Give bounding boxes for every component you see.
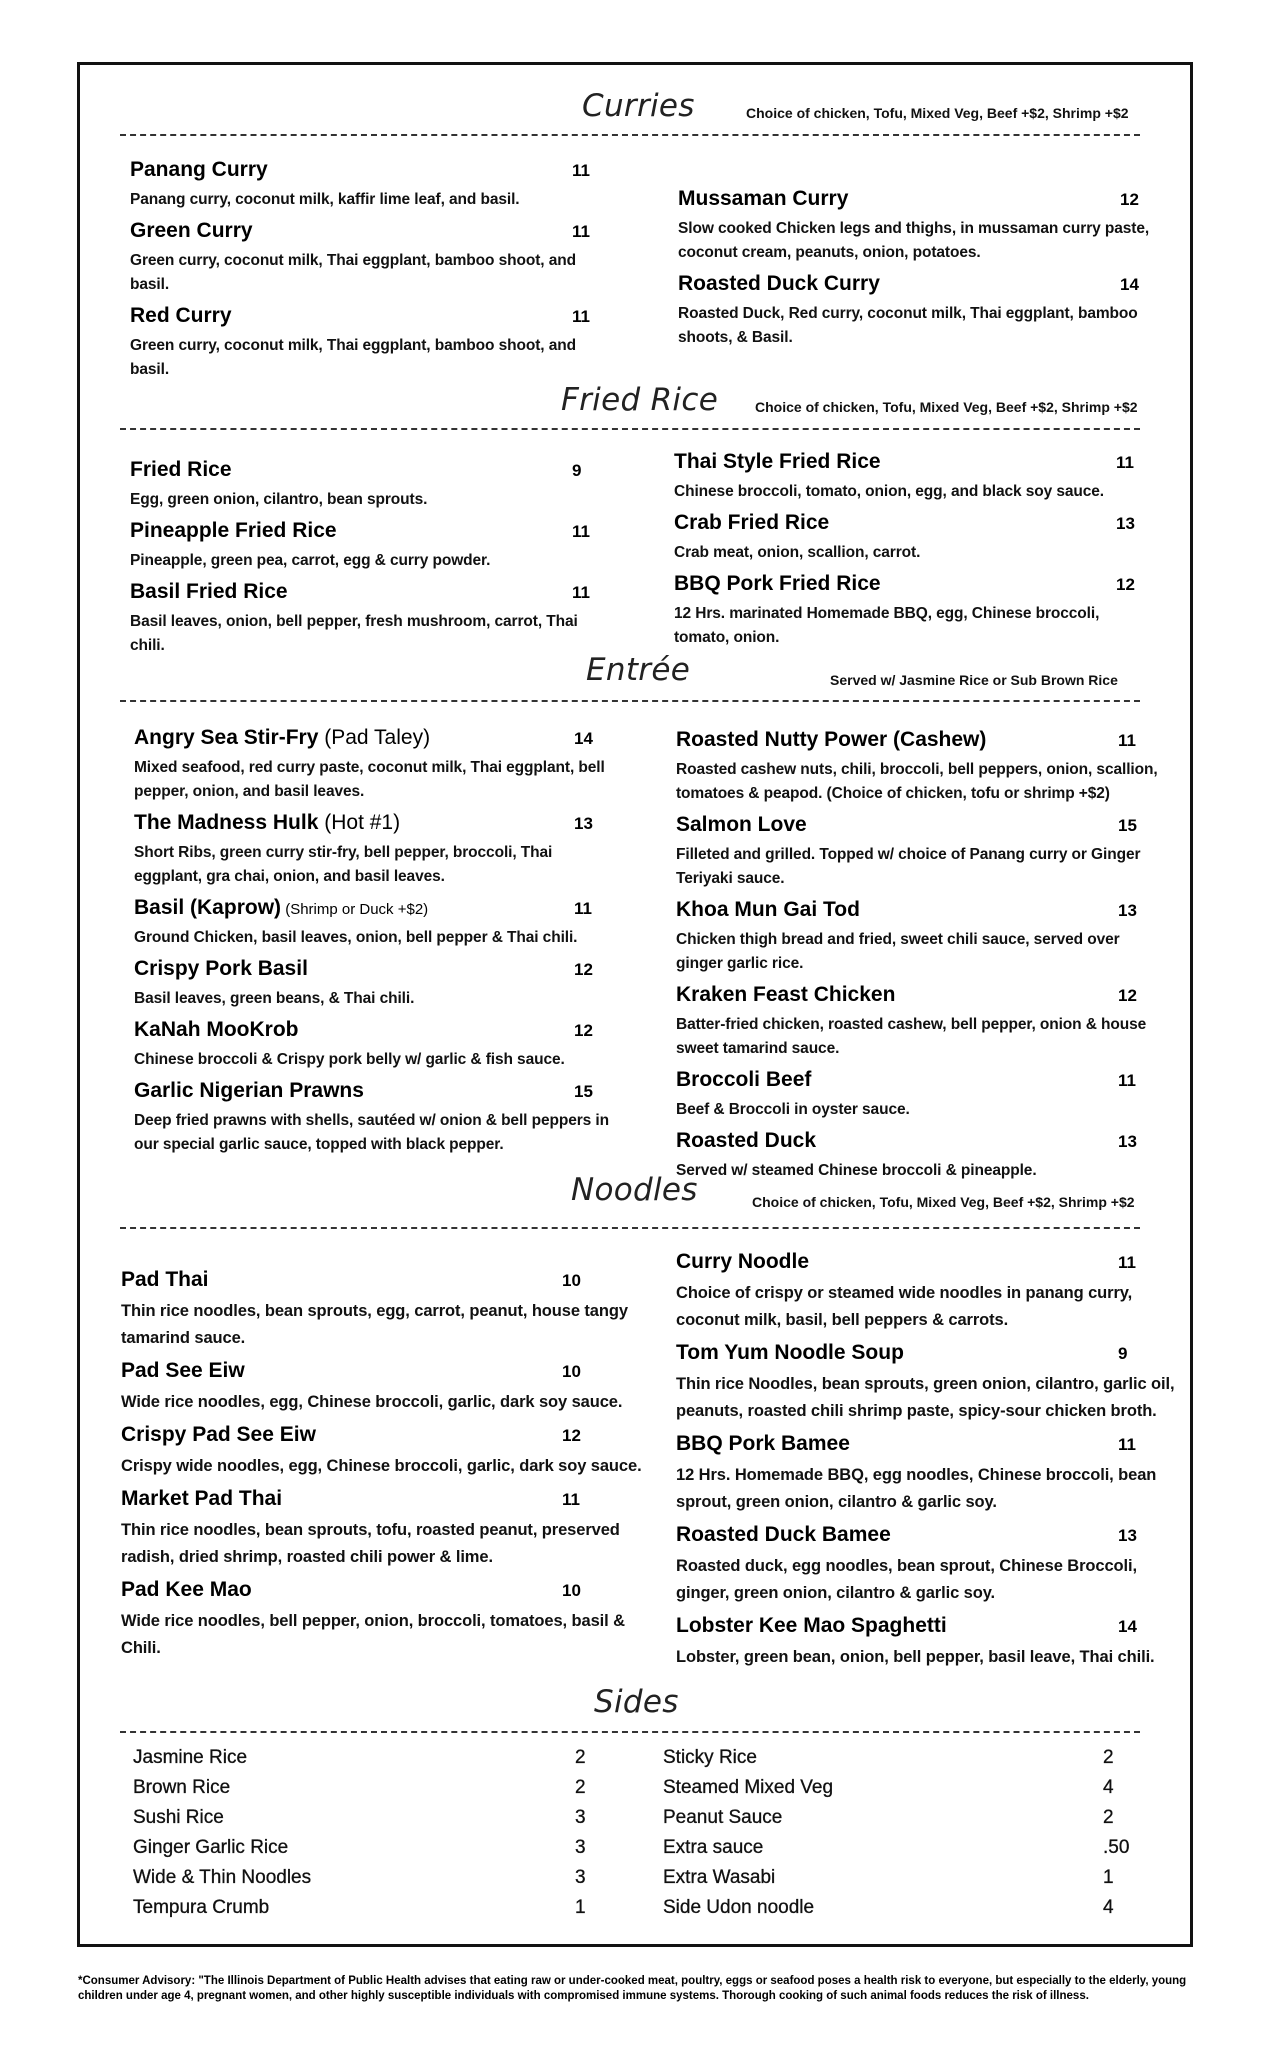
menu-item <box>130 158 620 212</box>
menu-item-price: 11 <box>572 522 590 541</box>
side-item <box>133 1837 623 1867</box>
menu-item-description: Roasted cashew nuts, chili, broccoli, bell peppers, onion, scallion, tomatoes & peapod. (Choice of chicken, tofu or shrimp +$2) <box>676 761 1158 802</box>
curries-right-column <box>678 187 1168 357</box>
menu-item-description: Chinese broccoli, tomato, onion, egg, and black soy sauce. <box>674 483 1105 500</box>
menu-item <box>676 898 1166 976</box>
menu-item-header <box>121 1423 661 1453</box>
section-header-entree <box>0 652 1269 696</box>
menu-item-header <box>676 1129 1166 1159</box>
side-item-price: 1 <box>1103 1867 1114 1888</box>
menu-item-name <box>674 572 881 596</box>
side-item <box>133 1807 623 1837</box>
menu-item-name <box>130 580 288 604</box>
menu-item <box>130 580 620 658</box>
menu-item-name-text: The Madness Hulk <box>134 811 319 834</box>
side-item-name: Sticky Rice <box>663 1747 757 1768</box>
menu-item <box>674 511 1164 565</box>
menu-item-name <box>676 1068 811 1092</box>
menu-item <box>134 1079 624 1157</box>
menu-item-name <box>676 1614 947 1638</box>
menu-item-name-text: Angry Sea Stir-Fry <box>134 726 319 749</box>
menu-item-name-text: Market Pad Thai <box>121 1487 283 1510</box>
menu-item <box>676 1523 1176 1607</box>
menu-item-header <box>674 450 1164 480</box>
menu-item-description: Egg, green onion, cilantro, bean sprouts. <box>130 491 428 508</box>
menu-item <box>678 187 1168 265</box>
menu-item-name-text: Panang Curry <box>130 158 268 181</box>
menu-item-name-note: (Shrimp or Duck +$2) <box>281 901 429 918</box>
menu-item-header <box>134 726 624 756</box>
menu-item <box>121 1578 661 1662</box>
menu-item-header <box>134 1079 624 1109</box>
side-item-name: Tempura Crumb <box>133 1897 270 1918</box>
menu-item-name-text: Curry Noodle <box>676 1250 810 1273</box>
menu-item-name <box>676 813 807 837</box>
menu-item-header <box>676 813 1166 843</box>
side-item-price: 3 <box>575 1867 586 1888</box>
menu-item-price: 11 <box>1116 453 1134 472</box>
side-item-name: Extra sauce <box>663 1837 764 1858</box>
menu-item-header <box>676 728 1166 758</box>
menu-item-name-text: Mussaman Curry <box>678 187 849 210</box>
menu-item-name <box>134 1018 299 1042</box>
menu-item-description: Beef & Broccoli in oyster sauce. <box>676 1101 910 1118</box>
menu-item-name-text: Crispy Pad See Eiw <box>121 1423 316 1446</box>
menu-item <box>676 1250 1176 1334</box>
menu-item-name <box>130 304 232 328</box>
menu-item-description: Basil leaves, onion, bell pepper, fresh mushroom, carrot, Thai chili. <box>130 613 578 654</box>
side-item <box>663 1867 1153 1897</box>
menu-item-description: Lobster, green bean, onion, bell pepper, basil leave, Thai chili. <box>676 1648 1155 1666</box>
fried-rice-right-column <box>674 450 1164 657</box>
menu-item-price: 13 <box>1118 901 1137 920</box>
menu-item-price: 14 <box>1118 1617 1137 1636</box>
menu-item-name <box>676 1432 850 1456</box>
menu-item-header <box>678 272 1168 302</box>
menu-item-description: Batter-fried chicken, roasted cashew, bell pepper, onion & house sweet tamarind sauce. <box>676 1016 1147 1057</box>
menu-item-name-text: Thai Style Fried Rice <box>674 450 881 473</box>
menu-item-name <box>121 1487 282 1511</box>
menu-item <box>678 272 1168 350</box>
menu-item-price: 12 <box>574 960 593 979</box>
menu-item-name-text: Roasted Duck <box>676 1129 817 1152</box>
side-item-name: Side Udon noodle <box>663 1897 815 1918</box>
menu-item-header <box>130 519 620 549</box>
menu-item-description: Wide rice noodles, egg, Chinese broccoli, garlic, dark soy sauce. <box>121 1393 623 1411</box>
menu-item-header <box>674 572 1164 602</box>
menu-item-price: 11 <box>1118 1071 1136 1090</box>
menu-item-name-text: Lobster Kee Mao Spaghetti <box>676 1614 947 1637</box>
menu-item <box>130 219 620 297</box>
menu-item-header <box>676 1068 1166 1098</box>
menu-item-header <box>134 957 624 987</box>
menu-item-description: Pineapple, green pea, carrot, egg & curry powder. <box>130 552 491 569</box>
section-divider <box>120 134 1140 136</box>
section-note: Choice of chicken, Tofu, Mixed Veg, Beef +$2, Shrimp +$2 <box>755 399 1138 415</box>
menu-item-description: Green curry, coconut milk, Thai eggplant, bamboo shoot, and basil. <box>130 337 576 378</box>
menu-item-name-text: Garlic Nigerian Prawns <box>134 1079 364 1102</box>
section-note: Served w/ Jasmine Rice or Sub Brown Rice <box>830 672 1118 688</box>
menu-item-description: Served w/ steamed Chinese broccoli & pineapple. <box>676 1162 1037 1179</box>
menu-item-name <box>134 896 428 920</box>
menu-item <box>676 1341 1176 1425</box>
section-header-curries <box>0 88 1269 132</box>
menu-item-price: 9 <box>1118 1344 1128 1363</box>
menu-item-name-text: Tom Yum Noodle Soup <box>676 1341 904 1364</box>
noodles-left-column <box>121 1268 661 1669</box>
menu-item-header <box>676 898 1166 928</box>
menu-item <box>130 304 620 382</box>
menu-item-price: 15 <box>574 1082 593 1101</box>
menu-item-price: 14 <box>574 729 593 748</box>
section-divider <box>120 700 1140 702</box>
menu-item-header <box>674 511 1164 541</box>
side-item-name: Jasmine Rice <box>133 1747 248 1768</box>
menu-item <box>676 1068 1166 1122</box>
menu-item <box>676 1614 1176 1671</box>
menu-item-header <box>676 1523 1176 1553</box>
menu-item-description: Ground Chicken, basil leaves, onion, bell pepper & Thai chili. <box>134 929 578 946</box>
menu-item-name <box>676 1523 891 1547</box>
menu-item-description: Mixed seafood, red curry paste, coconut milk, Thai eggplant, bell pepper, onion, and basil leaves. <box>134 759 605 800</box>
menu-item-header <box>121 1268 661 1298</box>
menu-item-price: 14 <box>1120 275 1139 294</box>
section-header-fried-rice <box>0 382 1269 426</box>
side-item-price: 2 <box>1103 1807 1114 1828</box>
menu-item-name <box>134 726 430 750</box>
side-item <box>133 1747 623 1777</box>
menu-item-name <box>676 983 895 1007</box>
menu-item-name <box>130 158 268 182</box>
side-item <box>663 1777 1153 1807</box>
menu-item-price: 15 <box>1118 816 1137 835</box>
side-item-price: 3 <box>575 1807 586 1828</box>
side-item-price: 4 <box>1103 1777 1114 1798</box>
menu-item <box>121 1268 661 1352</box>
menu-item-description: Thin rice noodles, bean sprouts, egg, carrot, peanut, house tangy tamarind sauce. <box>121 1302 628 1347</box>
menu-item-name <box>134 1079 364 1103</box>
menu-item-description: Panang curry, coconut milk, kaffir lime leaf, and basil. <box>130 191 520 208</box>
menu-item-description: Wide rice noodles, bell pepper, onion, broccoli, tomatoes, basil & Chili. <box>121 1612 625 1657</box>
menu-item-name-text: Roasted Nutty Power (Cashew) <box>676 728 987 751</box>
section-title: Curries <box>582 88 695 124</box>
side-item <box>663 1747 1153 1777</box>
menu-item-description: Thin rice Noodles, bean sprouts, green onion, cilantro, garlic oil, peanuts, roasted chili shrimp paste, spicy-sour chicken broth. <box>676 1375 1175 1420</box>
menu-item-description: Slow cooked Chicken legs and thighs, in mussaman curry paste, coconut cream, peanuts, onion, potatoes. <box>678 220 1150 261</box>
menu-item-header <box>121 1487 661 1517</box>
menu-item-name-text: BBQ Pork Bamee <box>676 1432 850 1455</box>
menu-item-name <box>678 187 848 211</box>
menu-item-name <box>134 811 400 835</box>
sides-left-column <box>133 1747 623 1927</box>
menu-item-name <box>676 728 986 752</box>
menu-item-description: Basil leaves, green beans, & Thai chili. <box>134 990 415 1007</box>
menu-item-name-text: Fried Rice <box>130 458 232 481</box>
menu-item-name-text: Salmon Love <box>676 813 807 836</box>
menu-item-name-text: Pineapple Fried Rice <box>130 519 337 542</box>
menu-item-header <box>130 458 620 488</box>
side-item <box>133 1777 623 1807</box>
menu-item-name <box>676 1250 809 1274</box>
menu-item <box>134 896 624 950</box>
menu-item-header <box>134 896 624 926</box>
menu-item-price: 12 <box>1116 575 1135 594</box>
side-item-price: 2 <box>575 1777 586 1798</box>
menu-item-name <box>130 219 253 243</box>
menu-item-name <box>130 458 232 482</box>
side-item-name: Sushi Rice <box>133 1807 224 1828</box>
section-title: Fried Rice <box>561 382 719 418</box>
menu-item-name <box>676 1129 816 1153</box>
menu-item-name-text: Kraken Feast Chicken <box>676 983 896 1006</box>
side-item <box>663 1837 1153 1867</box>
menu-item-name <box>134 957 308 981</box>
menu-item-description: Thin rice noodles, bean sprouts, tofu, roasted peanut, preserved radish, dried shrimp, roasted chili power & lime. <box>121 1521 620 1566</box>
menu-item-header <box>130 158 620 188</box>
section-title: Entrée <box>586 652 691 688</box>
side-item <box>133 1867 623 1897</box>
section-title: Noodles <box>571 1172 698 1208</box>
menu-item-header <box>121 1359 661 1389</box>
menu-item-name <box>676 1341 904 1365</box>
side-item-price: 2 <box>575 1747 586 1768</box>
menu-item-header <box>130 580 620 610</box>
menu-item <box>134 957 624 1011</box>
menu-item-description: Roasted duck, egg noodles, bean sprout, Chinese Broccoli, ginger, green onion, cilantro & garlic soy. <box>676 1557 1137 1602</box>
menu-item-description: Roasted Duck, Red curry, coconut milk, Thai eggplant, bamboo shoots, & Basil. <box>678 305 1138 346</box>
sides-right-column <box>663 1747 1153 1927</box>
menu-item-name <box>678 272 880 296</box>
menu-item-name-text: Pad See Eiw <box>121 1359 245 1382</box>
menu-item-name <box>121 1423 316 1447</box>
menu-item-description: Crab meat, onion, scallion, carrot. <box>674 544 921 561</box>
menu-item-price: 10 <box>562 1581 581 1600</box>
menu-item-name-text: Roasted Duck Bamee <box>676 1523 891 1546</box>
section-title: Sides <box>594 1684 679 1720</box>
section-header-noodles <box>0 1172 1269 1216</box>
menu-item-description: Chicken thigh bread and fried, sweet chili sauce, served over ginger garlic rice. <box>676 931 1120 972</box>
menu-item <box>674 450 1164 504</box>
side-item <box>663 1897 1153 1927</box>
menu-item-name <box>121 1578 252 1602</box>
side-item-name: Extra Wasabi <box>663 1867 776 1888</box>
menu-item-price: 12 <box>1120 190 1139 209</box>
menu-item-name-text: Broccoli Beef <box>676 1068 812 1091</box>
menu-item-price: 11 <box>562 1490 580 1509</box>
menu-item-description: Filleted and grilled. Topped w/ choice of Panang curry or Ginger Teriyaki sauce. <box>676 846 1141 887</box>
side-item-name: Peanut Sauce <box>663 1807 783 1828</box>
menu-item-header <box>130 304 620 334</box>
menu-item-name <box>130 519 337 543</box>
side-item-name: Ginger Garlic Rice <box>133 1837 289 1858</box>
menu-item-name <box>674 511 829 535</box>
menu-item <box>130 519 620 573</box>
menu-item <box>674 572 1164 650</box>
menu-item-name-note: (Pad Taley) <box>318 726 431 749</box>
side-item-price: .50 <box>1103 1837 1130 1858</box>
menu-item <box>130 458 620 512</box>
menu-item-price: 13 <box>1116 514 1135 533</box>
menu-item-price: 11 <box>574 899 592 918</box>
menu-item-price: 11 <box>572 222 590 241</box>
menu-item-name-text: Basil Fried Rice <box>130 580 288 603</box>
side-item-price: 2 <box>1103 1747 1114 1768</box>
menu-item-price: 11 <box>572 161 590 180</box>
fried-rice-left-column <box>130 458 620 665</box>
menu-item-price: 11 <box>572 583 590 602</box>
menu-item <box>676 813 1166 891</box>
menu-item-price: 12 <box>1118 986 1137 1005</box>
menu-item-header <box>134 1018 624 1048</box>
menu-item <box>121 1423 661 1480</box>
menu-item <box>134 1018 624 1072</box>
menu-item-price: 12 <box>574 1021 593 1040</box>
menu-item <box>134 726 624 804</box>
menu-item-name-text: Crab Fried Rice <box>674 511 830 534</box>
menu-item-name-text: Pad Thai <box>121 1268 209 1291</box>
menu-item-description: 12 Hrs. Homemade BBQ, egg noodles, Chinese broccoli, bean sprout, green onion, cilantro & garlic soy. <box>676 1466 1157 1511</box>
menu-item-name-text: Crispy Pork Basil <box>134 957 308 980</box>
menu-item-name-text: Roasted Duck Curry <box>678 272 880 295</box>
menu-item-name-text: Khoa Mun Gai Tod <box>676 898 860 921</box>
side-item-name: Wide & Thin Noodles <box>133 1867 312 1888</box>
side-item <box>663 1807 1153 1837</box>
noodles-right-column <box>676 1250 1176 1678</box>
menu-item-price: 11 <box>1118 1435 1136 1454</box>
menu-item-description: 12 Hrs. marinated Homemade BBQ, egg, Chinese broccoli, tomato, onion. <box>674 605 1100 646</box>
menu-item-price: 13 <box>1118 1132 1137 1151</box>
section-divider <box>120 1227 1140 1229</box>
side-item-price: 1 <box>575 1897 586 1918</box>
side-item-price: 3 <box>575 1837 586 1858</box>
menu-item-price: 11 <box>1118 731 1136 750</box>
menu-item-description: Crispy wide noodles, egg, Chinese broccoli, garlic, dark soy sauce. <box>121 1457 642 1475</box>
consumer-advisory: *Consumer Advisory: "The Illinois Department of Public Health advises that eating raw or under-cooked meat, poultry, eggs or seafood poses a health risk to everyone, but especially to the elderly, young children under age 4, pregnant women, and other highly susceptible individuals with compromised immune systems. Thorough cooking of such animal foods reduces the risk of illness. <box>78 1975 1187 2002</box>
menu-item-name <box>121 1359 245 1383</box>
curries-left-column <box>130 158 620 389</box>
menu-item-name-text: Red Curry <box>130 304 232 327</box>
menu-item-header <box>134 811 624 841</box>
menu-item-header <box>676 1250 1176 1280</box>
menu-item-description: Green curry, coconut milk, Thai eggplant, bamboo shoot, and basil. <box>130 252 576 293</box>
menu-item <box>134 811 624 889</box>
menu-item <box>676 728 1166 806</box>
section-note: Choice of chicken, Tofu, Mixed Veg, Beef +$2, Shrimp +$2 <box>746 105 1129 121</box>
menu-item-price: 10 <box>562 1271 581 1290</box>
section-divider <box>120 1731 1140 1733</box>
menu-item-description: Choice of crispy or steamed wide noodles in panang curry, coconut milk, basil, bell peppers & carrots. <box>676 1284 1133 1329</box>
menu-item-header <box>121 1578 661 1608</box>
section-note: Choice of chicken, Tofu, Mixed Veg, Beef +$2, Shrimp +$2 <box>752 1194 1135 1210</box>
menu-item-header <box>678 187 1168 217</box>
section-header-sides <box>0 1684 1269 1728</box>
menu-item-name-note: (Hot #1) <box>318 811 401 834</box>
menu-item-price: 11 <box>572 307 590 326</box>
menu-item-name-text: Green Curry <box>130 219 253 242</box>
menu-item-price: 12 <box>562 1426 581 1445</box>
entree-left-column <box>134 726 624 1164</box>
menu-item <box>121 1487 661 1571</box>
entree-right-column <box>676 728 1166 1190</box>
menu-item-header <box>676 983 1166 1013</box>
menu-item-name-text: KaNah MooKrob <box>134 1018 299 1041</box>
menu-item-header <box>676 1341 1176 1371</box>
menu-item-header <box>676 1614 1176 1644</box>
menu-item-name-text: Basil (Kaprow) <box>134 896 282 919</box>
side-item-name: Steamed Mixed Veg <box>663 1777 834 1798</box>
menu-item-price: 13 <box>1118 1526 1137 1545</box>
menu-item-description: Deep fried prawns with shells, sautéed w/ onion & bell peppers in our special garlic sauce, topped with black pepper. <box>134 1112 609 1153</box>
menu-item-name <box>676 898 860 922</box>
menu-item-name-text: Pad Kee Mao <box>121 1578 252 1601</box>
menu-item <box>676 983 1166 1061</box>
menu-item <box>676 1432 1176 1516</box>
menu-item-name-text: BBQ Pork Fried Rice <box>674 572 881 595</box>
menu-item-price: 9 <box>572 461 582 480</box>
menu-item-name <box>674 450 881 474</box>
menu-item <box>121 1359 661 1416</box>
menu-item-description: Chinese broccoli & Crispy pork belly w/ garlic & fish sauce. <box>134 1051 565 1068</box>
section-divider <box>120 428 1140 430</box>
side-item-price: 4 <box>1103 1897 1114 1918</box>
menu-item-header <box>130 219 620 249</box>
menu-item-name <box>121 1268 209 1292</box>
side-item <box>133 1897 623 1927</box>
side-item-name: Brown Rice <box>133 1777 231 1798</box>
menu-item-price: 10 <box>562 1362 581 1381</box>
menu-item-description: Short Ribs, green curry stir-fry, bell pepper, broccoli, Thai eggplant, gra chai, onion, and basil leaves. <box>134 844 553 885</box>
menu-item-header <box>676 1432 1176 1462</box>
menu-item-price: 13 <box>574 814 593 833</box>
menu-item-price: 11 <box>1118 1253 1136 1272</box>
